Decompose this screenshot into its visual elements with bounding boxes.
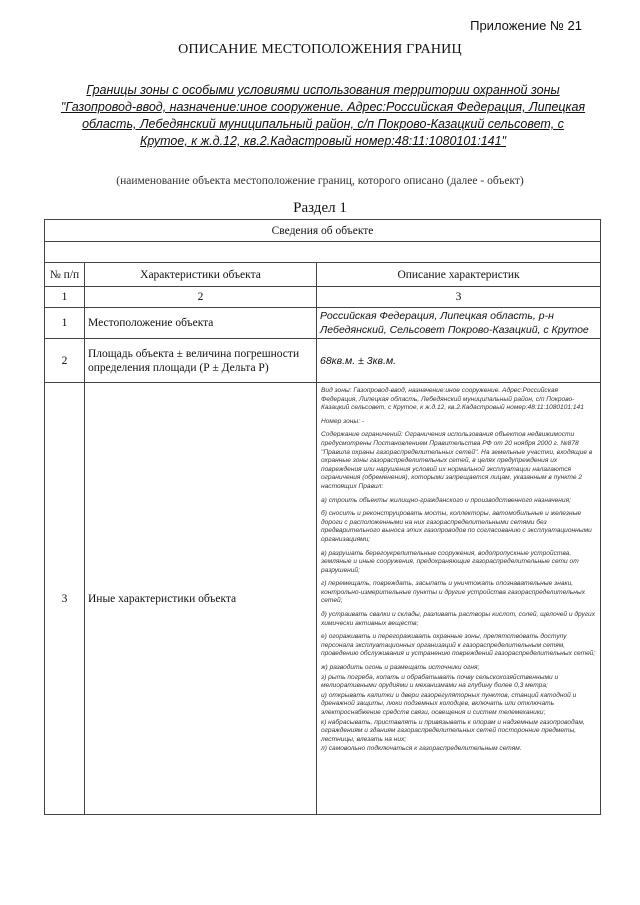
restriction-paragraph: Номер зоны: - (321, 417, 365, 425)
restriction-paragraph: д) устраивать свалки и склады, разливать растворы кислот, солей, щелочей и других химически активных веществ; (321, 611, 596, 627)
restriction-paragraph: а) строить объекты жилищно-гражданского и производственного назначения; (321, 496, 571, 504)
restriction-paragraph: и) открывать калитки и двери газорегуляторных пунктов, станций катодной и дренажной защиты, люки подземных колодцев, включать или отключать электроснабжение средств связи, освещения и систем телемеханики; (321, 691, 577, 716)
object-caption: (наименование объекта местоположение границ, которого описано (далее - объект) (116, 175, 524, 187)
table-header-row (45, 220, 601, 242)
table-row (45, 383, 601, 815)
object-description: Границы зоны с особыми условиями использования территории охранной зоны "Газопровод-ввод, назначение:иное сооружение. Адрес:Российская Федерация, Липецкая область, Лебедянский муниципальный район, с/п Покрово-Казацкий сельсовет, с Крутое, к ж.д.12, кв.2.Кадастровый номер:48:11:1080101:141" (60, 83, 586, 148)
row-value: Российская Федерация, Липецкая область, р-н Лебедянский, Сельсовет Покрово-Казацкий, с Крутое (317, 308, 601, 339)
row-value-restrictions (317, 383, 601, 815)
table-empty-cell (45, 242, 601, 263)
column-header-number: № п/п (45, 263, 85, 287)
column-number-1: 1 (45, 287, 85, 308)
column-header-description: Описание характеристик (317, 263, 601, 287)
document-title: ОПИСАНИЕ МЕСТОПОЛОЖЕНИЯ ГРАНИЦ (178, 42, 462, 57)
object-info-table (44, 219, 601, 815)
appendix-number: Приложение № 21 (470, 18, 582, 33)
restriction-paragraph: Содержание ограничений: Ограничения использования объектов недвижимости предусмотрены Постановлением Правительства РФ от 20 ноября 2000 г. №878 "Правила охраны газораспределительных сетей". На земельные участки, входящие в охранные зоны газораспределительных сетей, в целях предупреждения их повреждения или нарушения условий их нормальной эксплуатации налагаются ограничения (обременения), которыми запрещается лицам, указанным в пункте 2 настоящих Правил: (321, 431, 593, 490)
row-characteristic: Местоположение объекта (85, 308, 317, 339)
restriction-paragraph: к) набрасывать, приставлять и привязывать к опорам и надземным газопроводам, ограждениям и зданиям газораспределительных сетей посторонние предметы, лестницы, влезать на них; (321, 718, 585, 743)
column-number-2: 2 (85, 287, 317, 308)
restriction-paragraph: в) разрушать берегоукрепительные сооружения, водопропускные устройства, земляные и иные сооружения, предохраняющие газораспределительные сети от разрушений; (321, 549, 579, 574)
restriction-paragraph: з) рыть погреба, копать и обрабатывать почву сельскохозяйственными и мелиоративными орудиями и механизмами на глубину более 0,3 метра; (321, 673, 559, 690)
restriction-paragraph: г) перемещать, повреждать, засыпать и уничтожать опознавательные знаки, контрольно-измерительные пункты и другие устройства газораспределительных сетей; (321, 580, 586, 605)
restriction-paragraph: л) самовольно подключаться к газораспределительным сетям. (321, 745, 522, 753)
restriction-paragraph: ж) разводить огонь и размещать источники огня; (321, 664, 480, 672)
restriction-paragraph: е) огораживать и перегораживать охранные зоны, препятствовать доступу персонала эксплуатационных организаций к газораспределительным сетям, проведению обслуживания и устранению повреждений газораспределительных сетей; (321, 633, 596, 658)
column-number-row (45, 287, 601, 308)
row-characteristic: Площадь объекта ± величина погрешности определения площади (Р ± Дельта Р) (85, 339, 317, 383)
row-number: 2 (45, 339, 85, 383)
table-row (45, 308, 601, 339)
section-title: Раздел 1 (293, 200, 347, 216)
table-empty-row (45, 242, 601, 263)
table-row (45, 339, 601, 383)
table-header: Сведения об объекте (45, 220, 601, 242)
row-characteristic: Иные характеристики объекта (85, 383, 317, 815)
restriction-paragraph: Вид зоны: Газопровод-ввод, назначение:иное сооружение. Адрес:Российская Федерация, Липецкая область, Лебедянский муниципальный район, с/п Покрово-Казацкий сельсовет, с Крутое, к ж.д.12, кв.2.Кадастровый номер:48:11:1080101:141 (321, 387, 584, 412)
column-header-characteristic: Характеристики объекта (85, 263, 317, 287)
column-number-3: 3 (317, 287, 601, 308)
row-value: 68кв.м. ± 3кв.м. (317, 339, 601, 383)
row-number: 1 (45, 308, 85, 339)
row-number: 3 (45, 383, 85, 815)
restriction-paragraph: б) сносить и реконструировать мосты, коллекторы, автомобильные и железные дороги с расположенными на них газораспределительными сетями без предварительного выноса этих газопроводов по согласованию с эксплуатационными организациями; (321, 510, 592, 543)
column-header-row (45, 263, 601, 287)
